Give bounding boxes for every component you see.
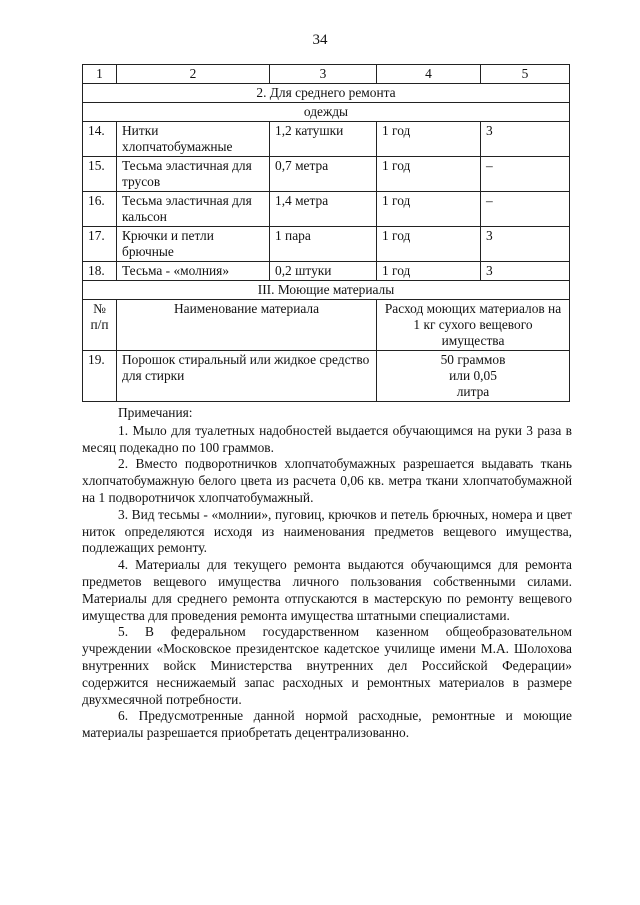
table-row xyxy=(83,122,570,157)
item-col5: 3 xyxy=(481,262,570,281)
section-2-title-line1: 2. Для среднего ремонта xyxy=(83,84,570,103)
item-term: 1 год xyxy=(377,157,481,192)
column-number-row xyxy=(83,65,570,84)
note-item: 2. Вместо подворотничков хлопчатобумажных разрешается выдавать ткань хлопчатобумажную белого цвета из расчета 0,06 кв. метра ткани хлопчатобумажной на 1 подворотничок хлопчатобумажный. xyxy=(82,456,572,505)
notes-section xyxy=(82,405,572,742)
item-quantity: 0,2 штуки xyxy=(270,262,377,281)
item-quantity: 1,4 метра xyxy=(270,192,377,227)
table-row xyxy=(83,351,570,402)
item-quantity: 0,7 метра xyxy=(270,157,377,192)
note-item: 1. Мыло для туалетных надобностей выдается обучающимся на руки 3 раза в месяц подекадно по 100 граммов. xyxy=(82,422,572,455)
row-number: 17. xyxy=(83,227,117,262)
item-name: Тесьма - «молния» xyxy=(117,262,270,281)
note-item: 6. Предусмотренные данной нормой расходные, ремонтные и моющие материалы разрешается приобретать децентрализованно. xyxy=(82,708,572,741)
section-3-title: III. Моющие материалы xyxy=(83,281,570,300)
note-item: 3. Вид тесьмы - «молнии», пуговиц, крючков и петель брючных, номера и цвет ниток определяются исходя из наименования предметов вещевого имущества, подлежащих ремонту. xyxy=(82,506,572,556)
item-name: Крючки и петли брючные xyxy=(117,227,270,262)
item-term: 1 год xyxy=(377,227,481,262)
header-material-name: Наименование материала xyxy=(117,300,377,351)
section-2-title-line2: одежды xyxy=(83,103,570,122)
table-row xyxy=(83,192,570,227)
item-col5: – xyxy=(481,157,570,192)
item-quantity: 1,2 катушки xyxy=(270,122,377,157)
norms-table xyxy=(82,64,570,402)
item-term: 1 год xyxy=(377,262,481,281)
item-term: 1 год xyxy=(377,122,481,157)
item-name: Тесьма эластичная для трусов xyxy=(117,157,270,192)
col-header-4: 4 xyxy=(377,65,481,84)
item-name: Нитки хлопчатобумажные xyxy=(117,122,270,157)
col-header-5: 5 xyxy=(481,65,570,84)
col-header-3: 3 xyxy=(270,65,377,84)
item-col5: 3 xyxy=(481,227,570,262)
section-3-title-row xyxy=(83,281,570,300)
table-row xyxy=(83,157,570,192)
item-col5: 3 xyxy=(481,122,570,157)
item-name: Тесьма эластичная для кальсон xyxy=(117,192,270,227)
col-header-1: 1 xyxy=(83,65,117,84)
note-item: 5. В федеральном государственном казенном общеобразовательном учреждении «Московское президентское кадетское училище имени М.А. Шолохова внутренних войск Министерства внутренних дел Российской Федерации» содержится неснижаемый запас расходных и ремонтных материалов в размере двухмесячной потребности. xyxy=(82,624,572,707)
row-number: 14. xyxy=(83,122,117,157)
page-number: 34 xyxy=(312,32,328,48)
item-col5: – xyxy=(481,192,570,227)
item-term: 1 год xyxy=(377,192,481,227)
row-number: 19. xyxy=(83,351,117,402)
section-2-title-row-2 xyxy=(83,103,570,122)
item-quantity: 1 пара xyxy=(270,227,377,262)
material-consumption: 50 граммов или 0,05 литра xyxy=(377,351,570,402)
row-number: 16. xyxy=(83,192,117,227)
material-name: Порошок стиральный или жидкое средство для стирки xyxy=(117,351,377,402)
header-num: № п/п xyxy=(83,300,117,351)
row-number: 18. xyxy=(83,262,117,281)
col-header-2: 2 xyxy=(117,65,270,84)
notes-title: Примечания: xyxy=(118,405,193,420)
table-row xyxy=(83,227,570,262)
section-3-header-row xyxy=(83,300,570,351)
row-number: 15. xyxy=(83,157,117,192)
note-item: 4. Материалы для текущего ремонта выдаются обучающимся для ремонта предметов вещевого имущества личного пользования собственными силами. Материалы для среднего ремонта отпускаются в мастерскую по ремонту вещевого имущества для проведения ремонта имущества штатными специалистами. xyxy=(82,557,572,623)
header-consumption: Расход моющих материалов на 1 кг сухого вещевого имущества xyxy=(377,300,570,351)
table-row xyxy=(83,262,570,281)
section-2-title-row xyxy=(83,84,570,103)
